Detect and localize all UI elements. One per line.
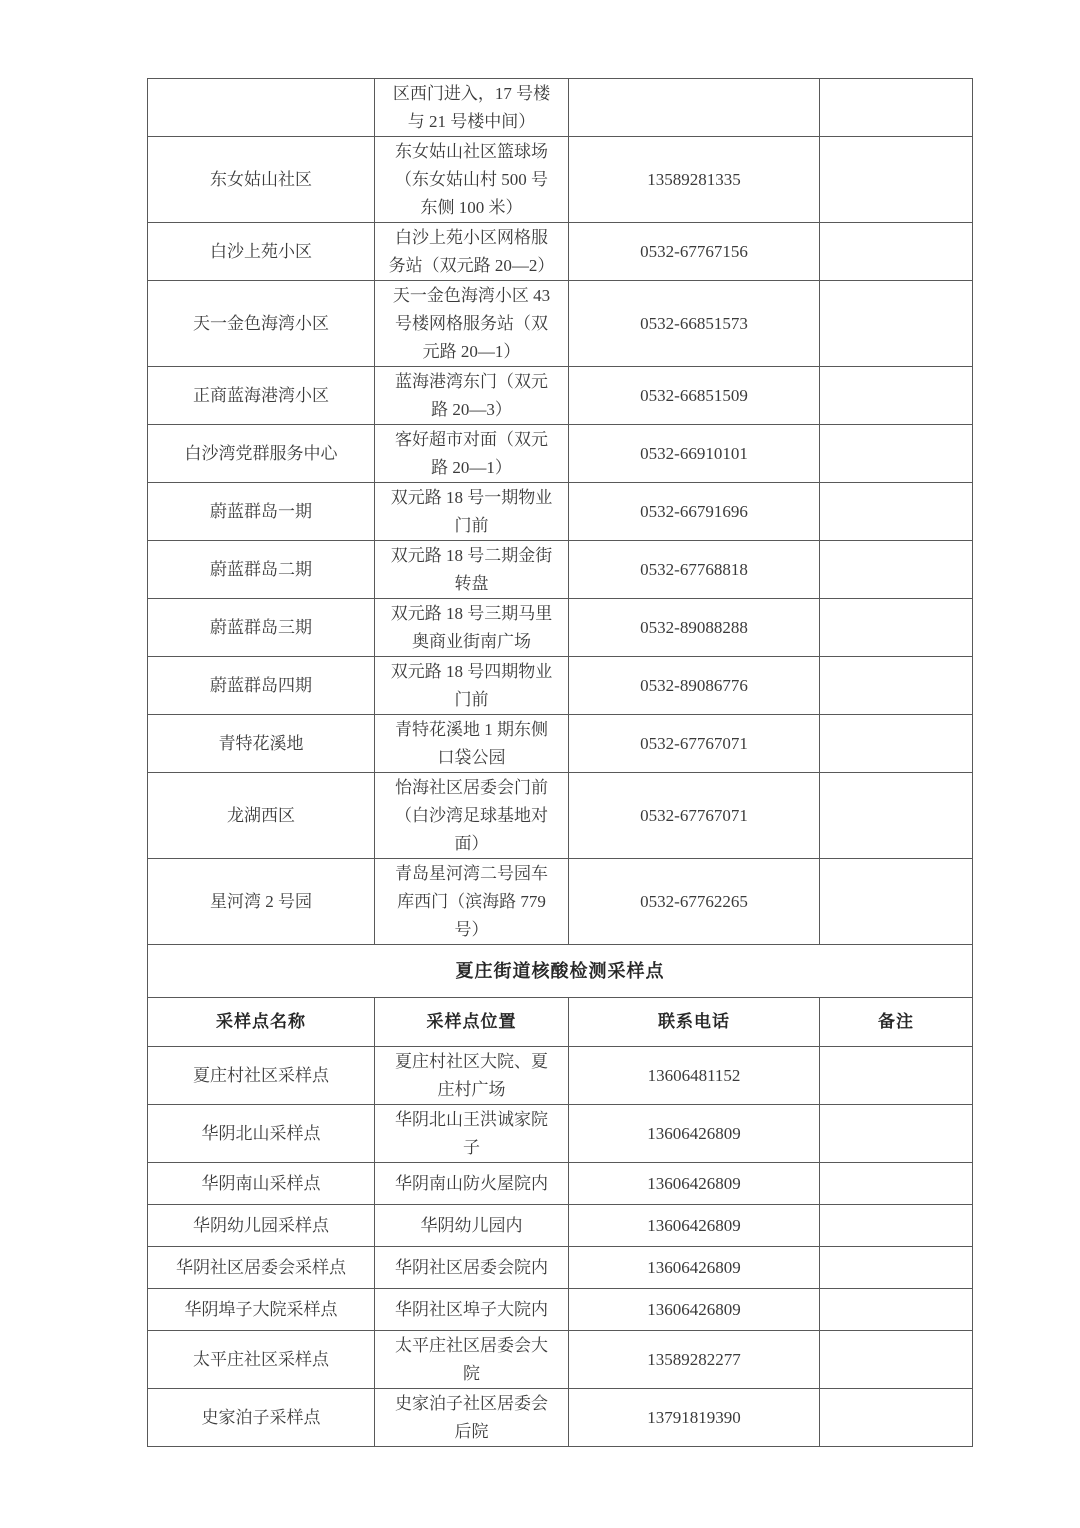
- table-row: [148, 1389, 973, 1447]
- site-phone-cell: 13606426809: [569, 1163, 820, 1205]
- site-name-cell: 东女姑山社区: [148, 137, 375, 223]
- site-location-cell: [375, 599, 569, 657]
- site-name-cell: 史家泊子采样点: [148, 1389, 375, 1447]
- table-row: [148, 1105, 973, 1163]
- site-note-cell: [820, 1205, 973, 1247]
- site-note-cell: [820, 281, 973, 367]
- site-location-cell: [375, 1205, 569, 1247]
- site-note-cell: [820, 773, 973, 859]
- site-location-cell: [375, 1163, 569, 1205]
- site-note-cell: [820, 715, 973, 773]
- site-location-line: 元路 20—1）: [422, 341, 521, 361]
- site-name-cell: 华阴南山采样点: [148, 1163, 375, 1205]
- site-location-line: 客好超市对面（双元: [395, 429, 548, 449]
- site-location-line: 蓝海港湾东门（双元: [395, 371, 548, 391]
- site-phone-cell: [569, 79, 820, 137]
- site-location-cell: [375, 1247, 569, 1289]
- site-location-cell: [375, 657, 569, 715]
- site-location-line: 庄村广场: [437, 1079, 506, 1099]
- site-note-cell: [820, 1389, 973, 1447]
- site-phone-cell: 0532-67767071: [569, 715, 820, 773]
- site-location-line: 后院: [454, 1421, 489, 1441]
- site-location-cell: [375, 773, 569, 859]
- site-phone-cell: 13589281335: [569, 137, 820, 223]
- site-note-cell: [820, 1331, 973, 1389]
- site-phone-cell: 0532-66851509: [569, 367, 820, 425]
- site-note-cell: [820, 599, 973, 657]
- site-phone-cell: 0532-67768818: [569, 541, 820, 599]
- site-phone-cell: 0532-67767071: [569, 773, 820, 859]
- site-location-line: 号楼网格服务站（双: [395, 313, 548, 333]
- site-phone-cell: 0532-66851573: [569, 281, 820, 367]
- site-location-cell: [375, 1105, 569, 1163]
- site-name-cell: 蔚蓝群岛二期: [148, 541, 375, 599]
- table-row: [148, 79, 973, 137]
- table-row: [148, 223, 973, 281]
- site-location-line: 华阴南山防火屋院内: [395, 1173, 548, 1193]
- site-name-cell: 华阴北山采样点: [148, 1105, 375, 1163]
- site-name-cell: 蔚蓝群岛一期: [148, 483, 375, 541]
- col-header-phone: 联系电话: [569, 998, 820, 1047]
- site-name-cell: 星河湾 2 号园: [148, 859, 375, 945]
- site-location-line: 路 20—3）: [431, 399, 512, 419]
- site-location-line: 奥商业街南广场: [412, 631, 531, 651]
- site-name-cell: 正商蓝海港湾小区: [148, 367, 375, 425]
- site-phone-cell: 0532-67767156: [569, 223, 820, 281]
- table-row: [148, 425, 973, 483]
- site-location-line: 子: [463, 1137, 480, 1157]
- table-row: [148, 541, 973, 599]
- site-note-cell: [820, 1289, 973, 1331]
- site-location-line: 东女姑山社区篮球场: [395, 141, 548, 161]
- site-location-line: 怡海社区居委会门前: [395, 777, 548, 797]
- site-location-line: 院: [463, 1363, 480, 1383]
- sampling-points-table: [147, 78, 973, 1447]
- table-row: [148, 657, 973, 715]
- table-row: [148, 1289, 973, 1331]
- column-header-row: [148, 998, 973, 1047]
- site-location-cell: [375, 541, 569, 599]
- site-location-line: 白沙上苑小区网格服: [395, 227, 548, 247]
- site-location-cell: [375, 715, 569, 773]
- site-location-cell: [375, 1047, 569, 1105]
- site-phone-cell: 13606426809: [569, 1205, 820, 1247]
- site-name-cell: 蔚蓝群岛三期: [148, 599, 375, 657]
- site-note-cell: [820, 1247, 973, 1289]
- site-location-line: 华阴社区居委会院内: [395, 1257, 548, 1277]
- site-name-cell: [148, 79, 375, 137]
- site-location-cell: [375, 859, 569, 945]
- site-location-line: 东侧 100 米）: [420, 197, 523, 217]
- site-name-cell: 蔚蓝群岛四期: [148, 657, 375, 715]
- site-note-cell: [820, 425, 973, 483]
- site-name-cell: 华阴埠子大院采样点: [148, 1289, 375, 1331]
- section-title-row: [148, 945, 973, 998]
- site-note-cell: [820, 1105, 973, 1163]
- site-note-cell: [820, 657, 973, 715]
- site-location-line: 库西门（滨海路 779: [397, 891, 546, 911]
- site-phone-cell: 13606481152: [569, 1047, 820, 1105]
- baishawan-section-rows: [148, 79, 973, 945]
- site-location-line: 夏庄村社区大院、夏: [395, 1051, 548, 1071]
- site-name-cell: 华阴幼儿园采样点: [148, 1205, 375, 1247]
- col-header-note: 备注: [820, 998, 973, 1047]
- site-note-cell: [820, 223, 973, 281]
- site-location-cell: [375, 1331, 569, 1389]
- site-name-cell: 太平庄社区采样点: [148, 1331, 375, 1389]
- site-location-cell: [375, 137, 569, 223]
- table-row: [148, 137, 973, 223]
- site-location-line: 门前: [454, 515, 489, 535]
- site-phone-cell: 13589282277: [569, 1331, 820, 1389]
- site-location-cell: [375, 223, 569, 281]
- site-location-line: 口袋公园: [437, 747, 506, 767]
- xiazhuang-section-rows: [148, 1047, 973, 1447]
- site-location-line: 双元路 18 号四期物业: [390, 661, 553, 681]
- table-row: [148, 483, 973, 541]
- site-phone-cell: 0532-67762265: [569, 859, 820, 945]
- table-row: [148, 1163, 973, 1205]
- site-location-line: 史家泊子社区居委会: [395, 1393, 548, 1413]
- site-location-line: 门前: [454, 689, 489, 709]
- site-location-line: 华阴社区埠子大院内: [395, 1299, 548, 1319]
- site-location-line: 面）: [454, 833, 489, 853]
- site-location-cell: [375, 79, 569, 137]
- table-row: [148, 1047, 973, 1105]
- site-location-line: 务站（双元路 20—2）: [388, 255, 555, 275]
- site-note-cell: [820, 79, 973, 137]
- site-location-cell: [375, 367, 569, 425]
- site-location-line: 华阴北山王洪诚家院: [395, 1109, 548, 1129]
- table-row: [148, 715, 973, 773]
- site-location-line: 路 20—1）: [431, 457, 512, 477]
- table-row: [148, 281, 973, 367]
- site-location-line: （白沙湾足球基地对: [395, 805, 548, 825]
- site-name-cell: 龙湖西区: [148, 773, 375, 859]
- table-row: [148, 1247, 973, 1289]
- site-phone-cell: 13791819390: [569, 1389, 820, 1447]
- table-row: [148, 1205, 973, 1247]
- site-phone-cell: 0532-89086776: [569, 657, 820, 715]
- site-location-line: 太平庄社区居委会大: [395, 1335, 548, 1355]
- site-location-line: （东女姑山村 500 号: [395, 169, 548, 189]
- site-location-line: 转盘: [454, 573, 489, 593]
- table-row: [148, 773, 973, 859]
- xiazhuang-section-header: [148, 945, 973, 1047]
- site-name-cell: 夏庄村社区采样点: [148, 1047, 375, 1105]
- table-row: [148, 859, 973, 945]
- site-location-cell: [375, 1289, 569, 1331]
- table-row: [148, 1331, 973, 1389]
- section-title: 夏庄街道核酸检测采样点: [148, 945, 973, 998]
- site-note-cell: [820, 1047, 973, 1105]
- col-header-site-location: 采样点位置: [375, 998, 569, 1047]
- site-location-line: 区西门进入，17 号楼: [392, 83, 551, 103]
- site-note-cell: [820, 1163, 973, 1205]
- table-row: [148, 599, 973, 657]
- site-phone-cell: 0532-89088288: [569, 599, 820, 657]
- site-name-cell: 白沙上苑小区: [148, 223, 375, 281]
- site-phone-cell: 13606426809: [569, 1289, 820, 1331]
- site-location-line: 号）: [454, 919, 489, 939]
- site-location-line: 天一金色海湾小区 43: [392, 285, 551, 305]
- site-note-cell: [820, 859, 973, 945]
- col-header-site-name: 采样点名称: [148, 998, 375, 1047]
- table-row: [148, 367, 973, 425]
- site-name-cell: 天一金色海湾小区: [148, 281, 375, 367]
- site-location-line: 双元路 18 号一期物业: [390, 487, 553, 507]
- site-phone-cell: 13606426809: [569, 1247, 820, 1289]
- site-location-line: 青岛星河湾二号园车: [395, 863, 548, 883]
- site-location-cell: [375, 425, 569, 483]
- site-name-cell: 青特花溪地: [148, 715, 375, 773]
- site-location-line: 青特花溪地 1 期东侧: [395, 719, 548, 739]
- site-note-cell: [820, 367, 973, 425]
- site-name-cell: 白沙湾党群服务中心: [148, 425, 375, 483]
- site-note-cell: [820, 137, 973, 223]
- site-location-cell: [375, 281, 569, 367]
- site-location-cell: [375, 1389, 569, 1447]
- site-location-line: 双元路 18 号二期金街: [390, 545, 553, 565]
- site-phone-cell: 13606426809: [569, 1105, 820, 1163]
- site-location-line: 华阴幼儿园内: [420, 1215, 523, 1235]
- site-phone-cell: 0532-66791696: [569, 483, 820, 541]
- site-location-line: 双元路 18 号三期马里: [390, 603, 553, 623]
- site-note-cell: [820, 483, 973, 541]
- site-note-cell: [820, 541, 973, 599]
- site-location-line: 与 21 号楼中间）: [407, 111, 536, 131]
- site-location-cell: [375, 483, 569, 541]
- site-phone-cell: 0532-66910101: [569, 425, 820, 483]
- site-name-cell: 华阴社区居委会采样点: [148, 1247, 375, 1289]
